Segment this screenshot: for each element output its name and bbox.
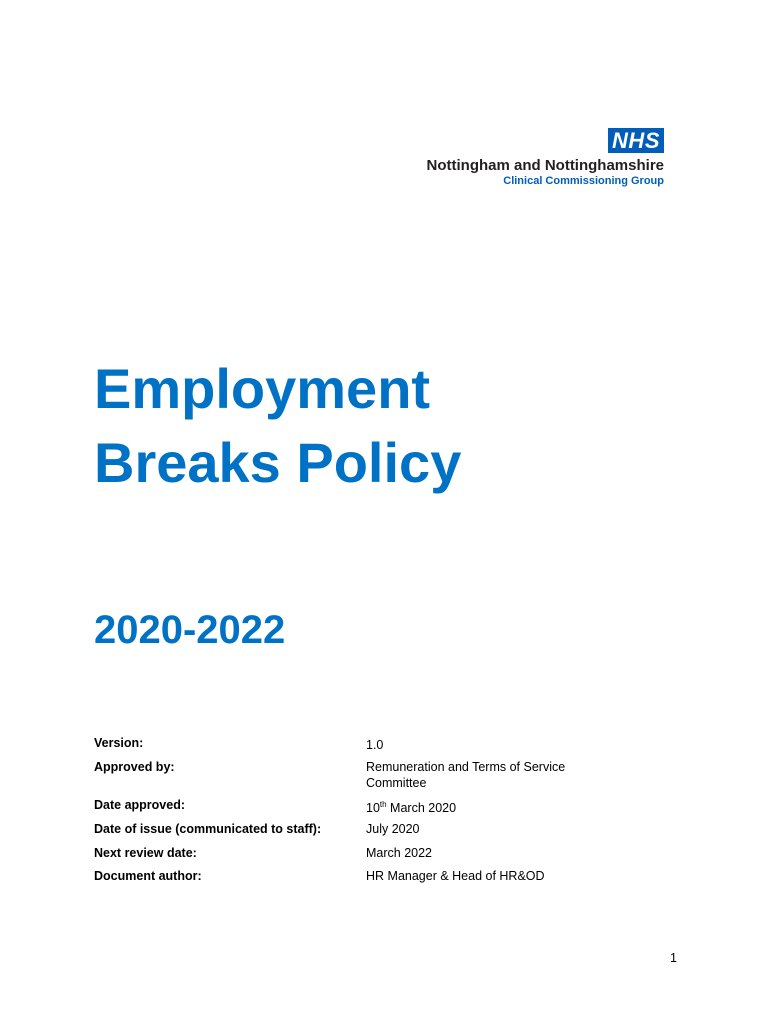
document-title (94, 352, 461, 500)
approved-by-line-2: Committee (366, 776, 427, 790)
approved-by-line-1: Remuneration and Terms of Service (366, 760, 566, 774)
nhs-logo-mark: NHS (608, 128, 664, 153)
metadata-row-date-of-issue (94, 821, 654, 845)
next-review-value: March 2022 (366, 846, 433, 860)
document-author-value: HR Manager & Head of HR&OD (366, 869, 545, 883)
document-metadata (94, 735, 654, 892)
date-of-issue-label: Date of issue (communicated to staff): (94, 822, 322, 836)
metadata-row-date-approved (94, 797, 654, 821)
metadata-row-next-review (94, 845, 654, 868)
date-approved-day: 10 (366, 801, 380, 816)
document-author-label: Document author: (94, 869, 202, 883)
approved-by-value (366, 759, 596, 797)
metadata-row-version (94, 735, 654, 759)
metadata-row-author (94, 868, 654, 892)
nhs-logo (427, 128, 665, 188)
date-approved-label: Date approved: (94, 798, 185, 812)
approved-by-label: Approved by: (94, 760, 175, 774)
organisation-subtitle: Clinical Commissioning Group (503, 175, 664, 187)
policy-period: 2020-2022 (94, 608, 286, 652)
page-number: 1 (670, 951, 677, 965)
date-approved-value (366, 797, 596, 821)
document-title-line-2: Breaks Policy (94, 431, 462, 494)
document-title-line-1: Employment (94, 357, 431, 420)
date-of-issue-value: July 2020 (366, 822, 420, 836)
date-approved-ordinal: th (379, 800, 387, 809)
next-review-label: Next review date: (94, 846, 197, 860)
version-value: 1.0 (366, 738, 384, 752)
version-label: Version: (94, 736, 144, 750)
metadata-row-approved-by (94, 759, 654, 797)
organisation-name: Nottingham and Nottinghamshire (426, 157, 664, 174)
date-approved-month-year: March 2020 (386, 801, 457, 816)
